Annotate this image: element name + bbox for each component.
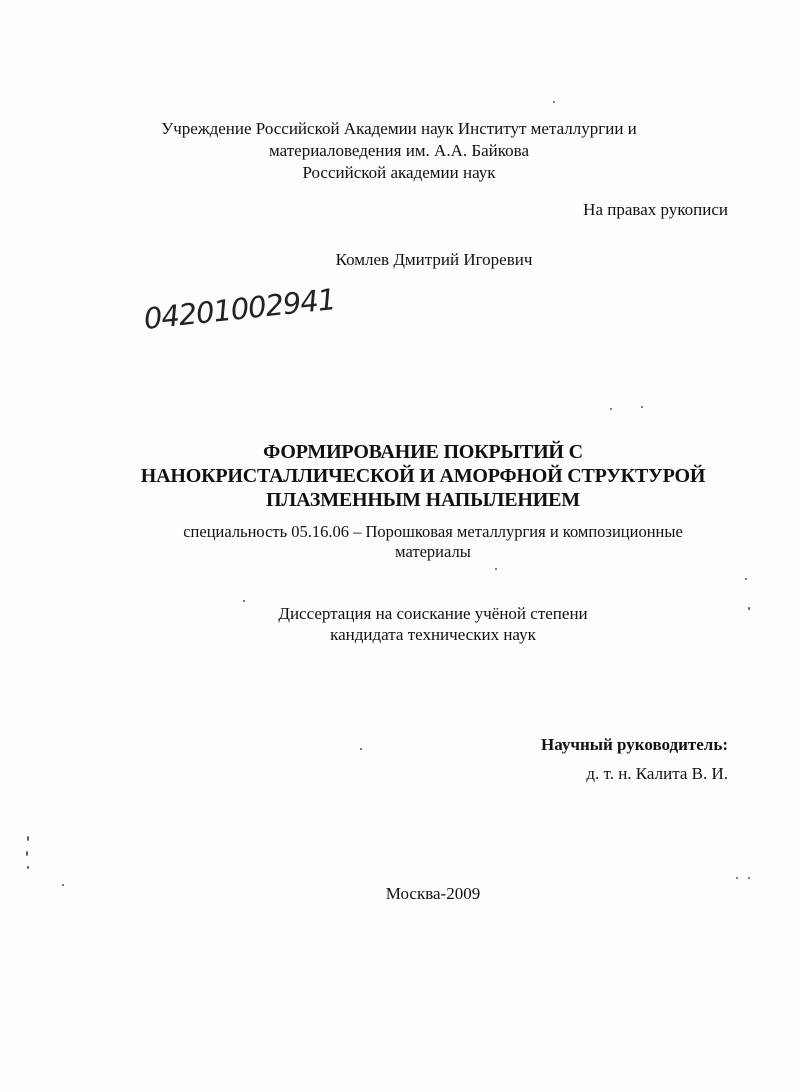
- institution-block: [0, 118, 798, 184]
- scan-speck: [748, 607, 750, 610]
- specialty-line-1: специальность 05.16.06 – Порошковая металлургия и композиционные: [183, 522, 683, 541]
- scan-speck: [27, 836, 29, 841]
- scan-speck: [553, 101, 555, 103]
- institution-line-2: материаловедения им. А.А. Байкова: [268, 141, 529, 160]
- scan-speck: [62, 884, 64, 886]
- scan-speck: [736, 877, 738, 879]
- title-line-3: ПЛАЗМЕННЫМ НАПЫЛЕНИЕМ: [266, 489, 580, 511]
- degree-line-2: кандидата технических наук: [330, 625, 536, 644]
- rights-note: На правах рукописи: [583, 200, 728, 219]
- scan-speck: [748, 877, 750, 879]
- supervisor-name: д. т. н. Калита В. И.: [586, 764, 728, 783]
- scan-speck: [360, 748, 362, 750]
- scan-speck: [495, 568, 497, 570]
- scan-speck: [745, 578, 747, 580]
- degree-line-1: Диссертация на соискание учёной степени: [278, 604, 588, 623]
- institution-line-3: Российской академии наук: [302, 163, 496, 182]
- title-line-2: НАНОКРИСТАЛЛИЧЕСКОЙ И АМОРФНОЙ СТРУКТУРОЙ: [140, 465, 706, 487]
- institution-line-1: Учреждение Российской Академии наук Институт металлургии и: [161, 119, 637, 138]
- supervisor-label: Научный руководитель:: [541, 735, 728, 754]
- city-year: Москва-2009: [385, 884, 481, 903]
- scan-speck: [27, 866, 29, 869]
- specialty-block: [0, 522, 798, 562]
- scan-speck: [243, 600, 245, 602]
- scan-speck: [610, 408, 612, 410]
- scan-speck: [641, 406, 643, 408]
- specialty-line-2: материалы: [395, 542, 471, 561]
- scan-speck: [26, 851, 28, 856]
- author-name: Комлев Дмитрий Игоревич: [335, 250, 533, 269]
- title-line-1: ФОРМИРОВАНИЕ ПОКРЫТИЙ С: [263, 441, 583, 463]
- degree-block: [0, 603, 798, 645]
- dissertation-title: [0, 440, 798, 512]
- handwritten-inventory-number: 04201002941: [142, 282, 337, 336]
